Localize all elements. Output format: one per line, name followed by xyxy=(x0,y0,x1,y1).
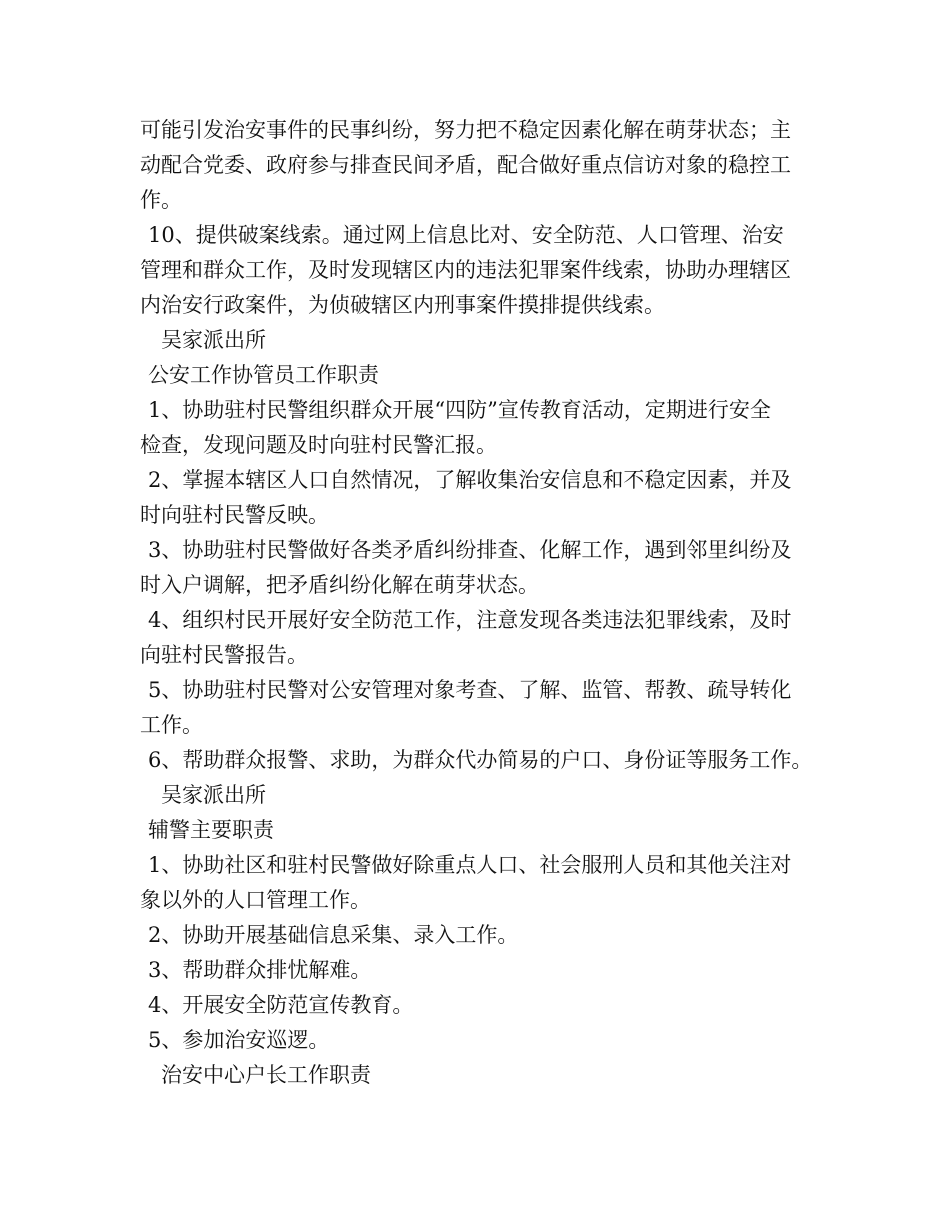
list-item-line: 5、参加治安巡逻。 xyxy=(148,1028,330,1052)
paragraph-line: 时向驻村民警反映。 xyxy=(140,503,329,527)
list-item-line: 10、提供破案线索。通过网上信息比对、安全防范、人口管理、治安 xyxy=(148,223,784,247)
list-item-line: 5、协助驻村民警对公安管理对象考查、了解、监管、帮教、疏导转化 xyxy=(148,678,792,702)
list-item-line: 3、帮助群众排忧解难。 xyxy=(148,958,372,982)
paragraph-line: 向驻村民警报告。 xyxy=(140,643,308,667)
section-heading: 辅警主要职责 xyxy=(148,818,274,842)
list-item-line: 3、协助驻村民警做好各类矛盾纠纷排查、化解工作，遇到邻里纠纷及 xyxy=(148,538,792,562)
list-item-line: 2、协助开展基础信息采集、录入工作。 xyxy=(148,923,519,947)
section-heading: 治安中心户长工作职责 xyxy=(161,1063,371,1087)
paragraph-line: 内治安行政案件，为侦破辖区内刑事案件摸排提供线索。 xyxy=(140,293,665,317)
document-body xyxy=(140,113,840,1093)
section-heading: 公安工作协管员工作职责 xyxy=(148,363,379,387)
paragraph-line: 管理和群众工作，及时发现辖区内的违法犯罪案件线索，协助办理辖区 xyxy=(140,258,791,282)
list-item-line: 1、协助社区和驻村民警做好除重点人口、社会服刑人员和其他关注对 xyxy=(148,853,792,877)
organization-name: 吴家派出所 xyxy=(161,328,266,352)
organization-name: 吴家派出所 xyxy=(161,783,266,807)
list-item-line: 2、掌握本辖区人口自然情况，了解收集治安信息和不稳定因素，并及 xyxy=(148,468,792,492)
paragraph-line: 时入户调解，把矛盾纠纷化解在萌芽状态。 xyxy=(140,573,539,597)
list-item-line: 6、帮助群众报警、求助，为群众代办简易的户口、身份证等服务工作。 xyxy=(148,748,813,772)
paragraph-line: 象以外的人口管理工作。 xyxy=(140,888,371,912)
paragraph-line: 动配合党委、政府参与排查民间矛盾，配合做好重点信访对象的稳控工 xyxy=(140,153,791,177)
list-item-line: 1、协助驻村民警组织群众开展“四防”宣传教育活动，定期进行安全 xyxy=(148,398,771,422)
list-item-line: 4、开展安全防范宣传教育。 xyxy=(148,993,414,1017)
paragraph-line: 作。 xyxy=(140,188,182,212)
paragraph-line: 可能引发治安事件的民事纠纷，努力把不稳定因素化解在萌芽状态；主 xyxy=(140,118,791,142)
paragraph-line: 工作。 xyxy=(140,713,203,737)
list-item-line: 4、组织村民开展好安全防范工作，注意发现各类违法犯罪线索，及时 xyxy=(148,608,792,632)
paragraph-line: 检查，发现问题及时向驻村民警汇报。 xyxy=(140,433,497,457)
